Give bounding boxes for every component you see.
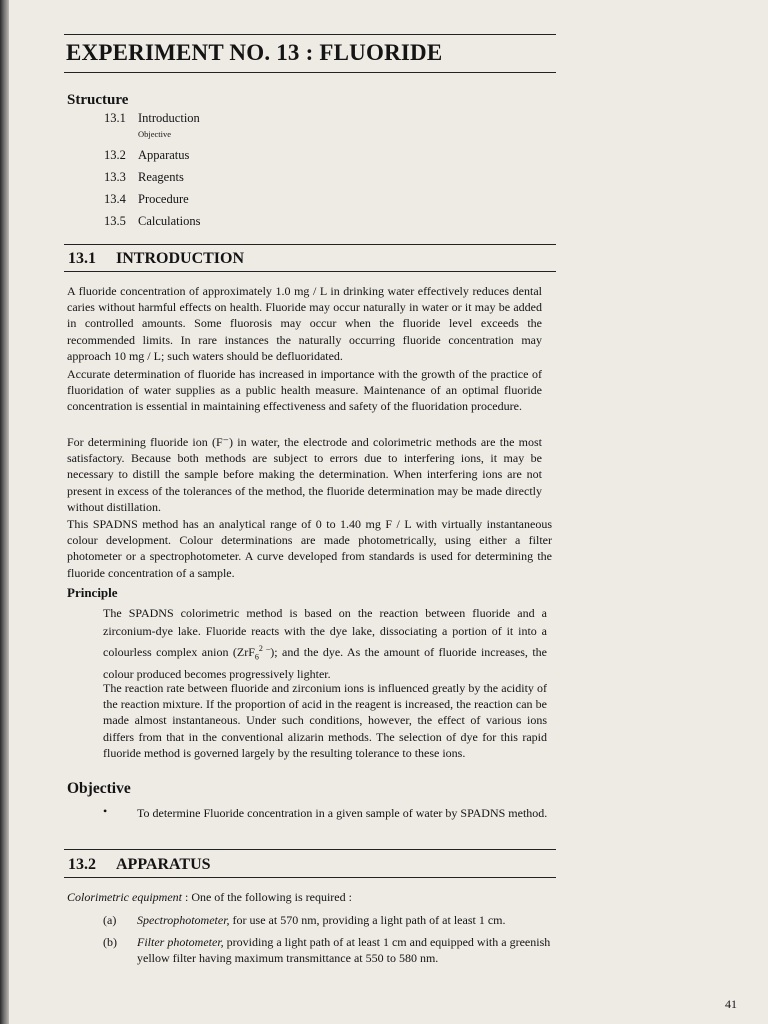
- toc-item-label: Reagents: [138, 170, 184, 184]
- title-top-rule: [64, 34, 556, 35]
- section-title: INTRODUCTION: [116, 250, 245, 267]
- apparatus-item-a: [103, 912, 553, 928]
- introduction-paragraph-1: A fluoride concentration of approximately 1.0 mg / L in drinking water effectively reduces dental caries without harmful effects on health. Fluoride may occur naturally in water or it may be added in controlled amounts. Some fluorosis may occur when the fluoride level exceeds the recommended limits. In rare instances the naturally occurring fluoride concentration may approach 10 mg / L; such waters should be defluoridated.: [67, 284, 542, 363]
- introduction-paragraph-2: Accurate determination of fluoride has increased in importance with the growth of the practice of fluoridation of water supplies as a public health measure. Maintenance of an optimal fluoride concentration is essential in maintaining effectiveness and safety of the fluoridation procedure.: [67, 367, 542, 414]
- toc-item-introduction: [104, 111, 200, 139]
- toc-item-number: 13.2: [104, 148, 126, 162]
- principle-text-b: ); and the dye. As the amount of fluoride increases, the colour produced becomes progressively lighter.: [103, 645, 548, 681]
- toc-item-label: Procedure: [138, 192, 189, 206]
- toc-item-label: Calculations: [138, 214, 201, 228]
- section-title: APPARATUS: [116, 856, 211, 873]
- item-marker: (b): [103, 935, 117, 949]
- toc-item-number: 13.1: [104, 111, 126, 125]
- section-number: 13.2: [68, 856, 96, 873]
- principle-text-a: The SPADNS colorimetric method is based on the reaction between fluoride and a zirconium-dye lake. Fluoride reacts with the dye lake, dissociating a portion of it into a colourless complex anion (ZrF: [103, 606, 547, 659]
- objective-bullet: •: [103, 804, 108, 818]
- toc-item-label: Introduction: [138, 111, 200, 125]
- apparatus-top-rule: [64, 849, 556, 850]
- toc-item-reagents: [104, 171, 184, 184]
- objective-text: To determine Fluoride concentration in a given sample of water by SPADNS method.: [137, 806, 548, 820]
- toc-item-number: 13.5: [104, 214, 126, 228]
- introduction-heading: [68, 250, 244, 268]
- principle-paragraph-2: The reaction rate between fluoride and zirconium ions is influenced greatly by the acidity of the reaction mixture. If the proportion of acid in the reagent is increased, the reaction can be made almost instantaneous. Under such conditions, however, the effect of various ions differs from that in the conventional alizarin methods. The selection of dye for this rapid fluoride method is governed largely by the resulting tolerance to these ions.: [103, 681, 547, 760]
- intro-bottom-rule: [64, 271, 556, 272]
- item-text: providing a light path of at least 1 cm and equipped with a greenish yellow filter having maximum transmittance at 550 to 580 nm.: [137, 935, 551, 966]
- intro-top-rule: [64, 244, 556, 245]
- apparatus-bottom-rule: [64, 877, 556, 878]
- item-emphasis: Filter photometer,: [137, 935, 224, 949]
- toc-item-apparatus: [104, 149, 189, 162]
- principle-subscript: 6: [254, 652, 259, 662]
- page-binding-edge: [0, 0, 9, 1024]
- principle-superscript: 2 –: [258, 644, 271, 653]
- title-bottom-rule: [64, 72, 556, 73]
- apparatus-intro: [67, 889, 547, 905]
- principle-paragraph-1: [103, 605, 547, 683]
- item-marker: (a): [103, 913, 117, 927]
- principle-heading: Principle: [67, 585, 118, 600]
- apparatus-item-b: [103, 934, 553, 966]
- page-number: 41: [725, 997, 737, 1011]
- toc-item-procedure: [104, 193, 189, 206]
- objective-heading: Objective: [67, 780, 131, 797]
- section-number: 13.1: [68, 250, 96, 267]
- toc-item-calculations: [104, 215, 201, 228]
- structure-heading: Structure: [67, 92, 129, 108]
- item-body: [137, 934, 553, 966]
- toc-item-number: 13.4: [104, 192, 126, 206]
- apparatus-heading: [68, 856, 211, 874]
- toc-item-label: Apparatus: [138, 148, 190, 162]
- apparatus-intro-emphasis: Colorimetric equipment: [67, 890, 182, 904]
- apparatus-intro-text: : One of the following is required :: [181, 890, 352, 904]
- item-emphasis: Spectrophotometer,: [137, 913, 230, 927]
- introduction-paragraph-3: For determining fluoride ion (F⁻) in water, the electrode and colorimetric methods are the most satisfactory. Because both methods are subject to errors due to interfering ions, it may be necessary to distill the sample before making the determination. When interfering ions are not present in excess of the tolerances of the method, the fluoride determination may be made directly without distillation.: [67, 435, 542, 514]
- item-text: for use at 570 nm, providing a light path of at least 1 cm.: [229, 913, 506, 927]
- page-title: EXPERIMENT NO. 13 : FLUORIDE: [66, 40, 443, 65]
- toc-item-number: 13.3: [104, 170, 126, 184]
- introduction-paragraph-4: This SPADNS method has an analytical range of 0 to 1.40 mg F / L with virtually instantaneous colour development. Colour determinations are made photometrically, using either a filter photometer or a spectrophotometer. A curve developed from standards is used for determining the fluoride concentration of a sample.: [67, 517, 552, 580]
- toc-subitem-objective: Objective: [138, 129, 172, 139]
